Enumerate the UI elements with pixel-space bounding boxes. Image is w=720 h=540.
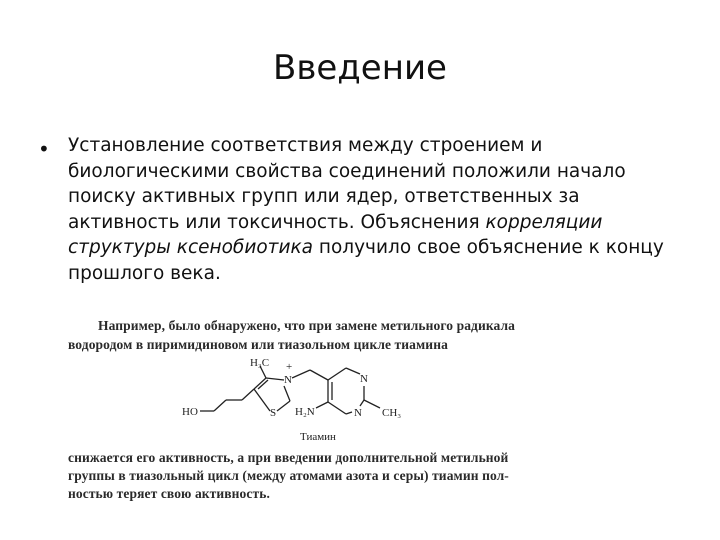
paragraph-text-part2: получило свое объяснение к концу прошлого века. [68, 237, 664, 284]
bullet-marker: • [38, 137, 50, 161]
figure-text-line-3: снижается его активность, а при введении дополнительной метильной [68, 450, 509, 465]
label-plus: + [286, 361, 293, 373]
paragraph-italic-term: корреляции структуры ксенобиотика [68, 211, 603, 258]
label-n-bottom: N [354, 407, 362, 419]
figure-text-line-2: водородом в пиримидиновом или тиазольном цикле тиамина [68, 337, 448, 352]
label-ho: HO [182, 406, 198, 418]
label-s: S [270, 407, 277, 419]
scanned-figure [68, 316, 578, 506]
label-h2n: H₂N [295, 406, 315, 418]
figure-caption: Тиамин [300, 431, 336, 443]
label-ch3: CH₃ [382, 407, 402, 419]
figure-text-line-1: Например, было обнаружено, что при замене метильного радикала [98, 318, 516, 333]
label-h3c: H₃C [250, 357, 270, 369]
paragraph-text-part1: Установление соответствия между строением и биологическими свойства соединений положили начало поиску активных групп или ядер, ответственных за активность или токсичность. Объяснения [68, 135, 626, 233]
bullet-paragraph [68, 133, 668, 286]
label-n-plus: N [284, 374, 292, 386]
figure-text-line-4: группы в тиазольный цикл (между атомами азота и серы) тиамин пол- [68, 468, 509, 483]
thiamine-structure [180, 356, 480, 431]
figure-text-line-5: ностью теряет свою активность. [68, 486, 270, 501]
label-n-top: N [360, 373, 368, 385]
slide-title: Введение [273, 48, 447, 88]
